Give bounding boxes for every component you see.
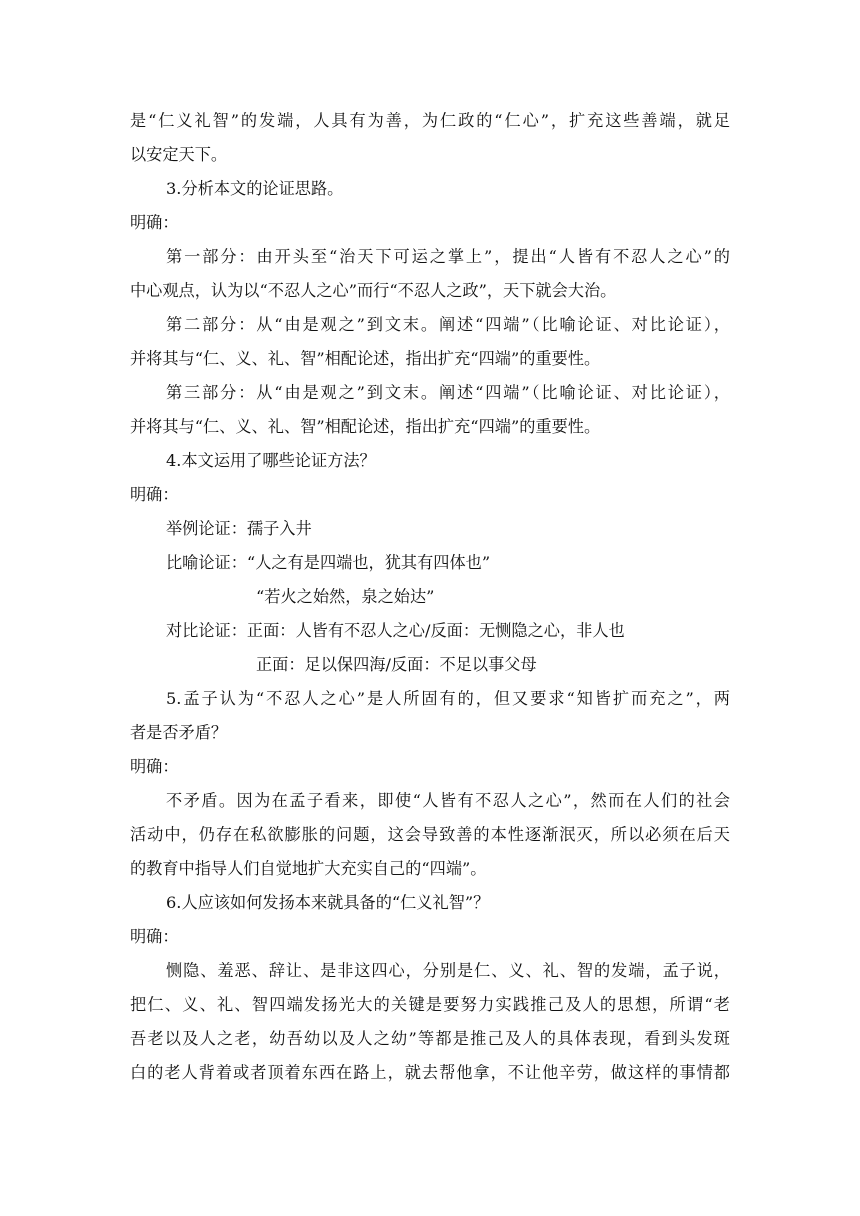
answer-6-line: 把仁、义、礼、智四端发扬光大的关键是要努力实践推己及人的思想，所谓“老: [130, 995, 730, 1014]
question-3: 3.分析本文的论证思路。: [166, 179, 344, 198]
answer-6-line: 吾老以及人之老，幼吾幼以及人之幼”等都是推己及人的具体表现，看到头发斑: [130, 1029, 730, 1048]
part-1-line: 第一部分：由开头至“治天下可运之掌上”，提出“人皆有不忍人之心”的: [166, 247, 730, 266]
part-3-line: 并将其与“仁、义、礼、智”相配论述，指出扩充“四端”的重要性。: [130, 417, 601, 436]
part-2-line: 第二部分：从“由是观之”到文末。阐述“四端”（比喻论证、对比论证），: [166, 315, 730, 334]
paragraph-line: 是“仁义礼智”的发端，人具有为善，为仁政的“仁心”，扩充这些善端，就足: [130, 111, 730, 130]
method-metaphor-continued: “若火之始然，泉之始达”: [256, 587, 435, 606]
answer-label: 明确：: [130, 485, 179, 504]
method-contrast-continued: 正面：足以保四海/反面：不足以事父母: [256, 655, 537, 674]
question-6: 6.人应该如何发扬本来就具备的“仁义礼智”？: [166, 893, 490, 912]
method-metaphor: 比喻论证：“人之有是四端也，犹其有四体也”: [166, 553, 491, 572]
paragraph-line: 以安定天下。: [130, 145, 228, 164]
method-example: 举例论证：孺子入井: [166, 519, 312, 538]
answer-label: 明确：: [130, 213, 179, 232]
question-5-line: 者是否矛盾？: [130, 723, 228, 742]
question-4: 4.本文运用了哪些论证方法？: [166, 451, 376, 470]
answer-5-line: 不矛盾。因为在孟子看来，即使“人皆有不忍人之心”，然而在人们的社会: [166, 791, 730, 810]
part-3-line: 第三部分：从“由是观之”到文末。阐述“四端”（比喻论证、对比论证），: [166, 383, 730, 402]
answer-6-line: 白的老人背着或者顶着东西在路上，就去帮他拿，不让他辛劳，做这样的事情都: [130, 1063, 730, 1082]
answer-6-line: 恻隐、羞恶、辞让、是非这四心，分别是仁、义、礼、智的发端，孟子说，: [166, 961, 730, 980]
answer-label: 明确：: [130, 927, 179, 946]
method-contrast: 对比论证：正面：人皆有不忍人之心/反面：无恻隐之心，非人也: [166, 621, 625, 640]
question-5-line: 5.孟子认为“不忍人之心”是人所固有的，但又要求“知皆扩而充之”，两: [166, 689, 730, 708]
answer-5-line: 活动中，仍存在私欲膨胀的问题，这会导致善的本性逐渐泯灭，所以必须在后天: [130, 825, 730, 844]
answer-5-line: 的教育中指导人们自觉地扩大充实自己的“四端”。: [130, 859, 487, 878]
answer-label: 明确：: [130, 757, 179, 776]
part-2-line: 并将其与“仁、义、礼、智”相配论述，指出扩充“四端”的重要性。: [130, 349, 601, 368]
part-1-line: 中心观点，认为以“不忍人之心”而行“不忍人之政”，天下就会大治。: [130, 281, 617, 300]
document-page: [130, 104, 730, 1090]
